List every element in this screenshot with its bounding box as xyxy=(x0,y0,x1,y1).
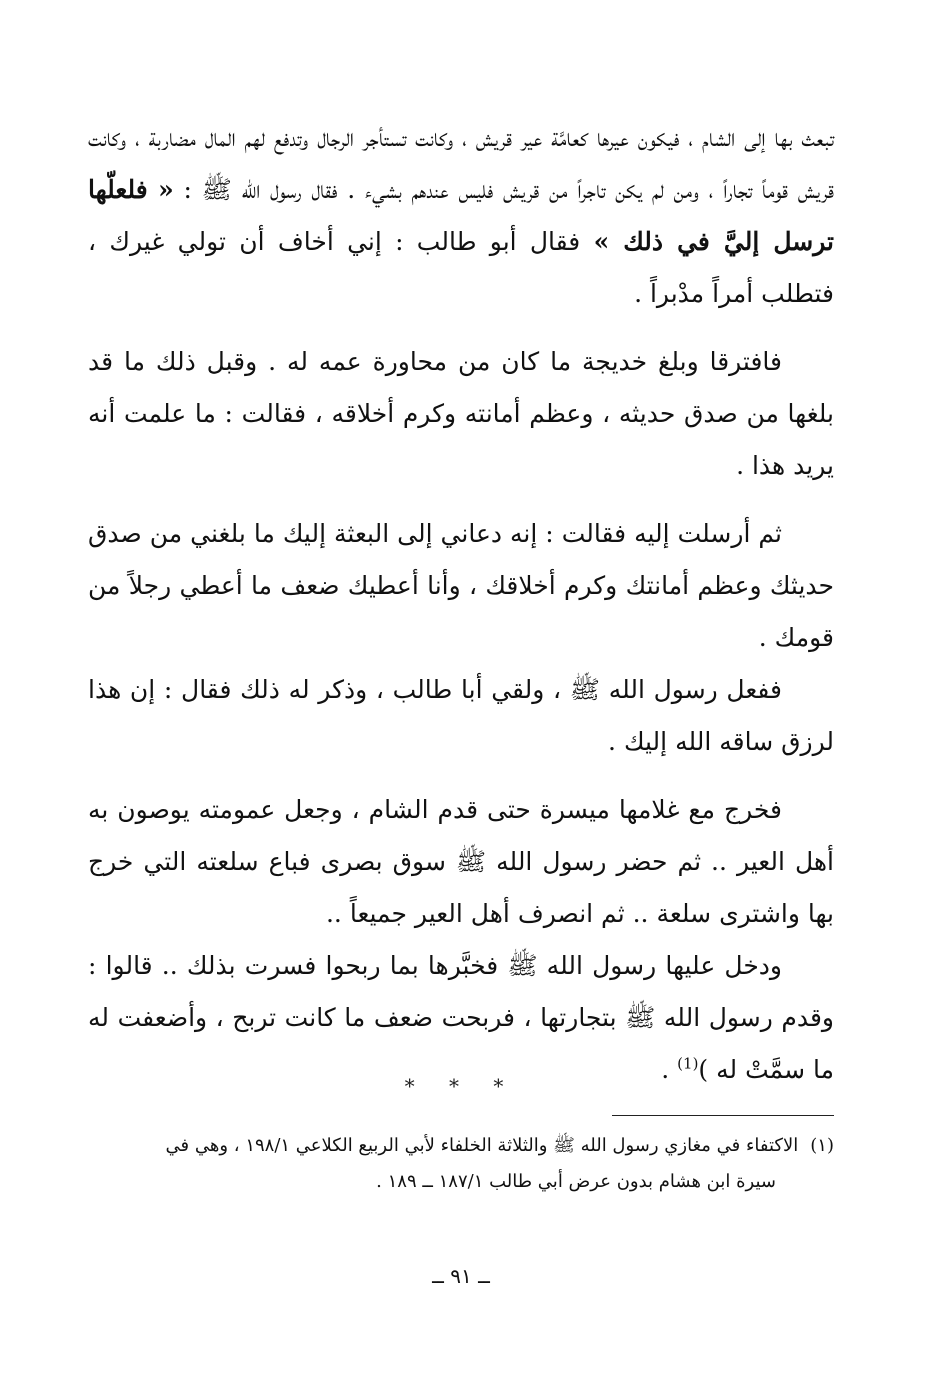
footnote-text-1: الاكتفاء في مغازي رسول الله ﷺ والثلاثة الخلفاء لأبي الربيع الكلاعي ١٩٨/١ ، وهي في xyxy=(165,1135,799,1156)
paragraph-6-tail: . xyxy=(661,1055,678,1084)
footnote-rule xyxy=(612,1115,834,1116)
paragraph-3: ثم أرسلت إليه فقالت : إنه دعاني إلى البعثة إليك ما بلغني من صدق حديثك وعظم أمانتك وكرم أخلاقك ، وأنا أعطيك ضعف ما أعطي رجلاً من قومك . xyxy=(88,519,834,652)
footnote-reference: (1) xyxy=(677,1054,699,1073)
paragraph-1-line-1: تبعث بها إلى الشام ، فيكون عيرها كعامَّة عير قريش ، وكانت تستأجر الرجال xyxy=(317,123,835,152)
quoted-speech: « فلعلّها ترسل إليَّ في ذلك » xyxy=(88,175,834,256)
paragraph-5: فخرج مع غلامها ميسرة حتى قدم الشام ، وجعل عمومته يوصون به أهل العير .. ثم حضر رسول الله ﷺ سوق بصرى فباع سلعته التي خرج بها واشترى سلعة .. ثم انصرف أهل العير جميعاً .. xyxy=(88,795,834,928)
page-number: ــ ٩١ ــ xyxy=(432,1264,490,1288)
paragraph-6-text: ودخل عليها رسول الله ﷺ فخبَّرها بما ربحوا فسرت بذلك .. قالوا : وقدم رسول الله ﷺ بتجارتها ، فربحت ضعف ما كانت تربح ، وأضعفت له ما سمَّتْ له ) xyxy=(88,951,834,1084)
book-page xyxy=(88,112,834,1342)
section-separator: * * * xyxy=(404,1074,518,1098)
paragraph-6 xyxy=(88,940,834,1096)
footnote-number: (١) xyxy=(810,1135,834,1156)
footnote-line-1 xyxy=(88,1128,834,1164)
footnote xyxy=(88,1128,834,1200)
paragraph-1-line-4: فقال أبو طالب : إني أخاف أن تولي غيرك ، فتطلب أمراً مدْبراً . xyxy=(88,227,834,308)
paragraph-2: فافترقا وبلغ خديجة ما كان من محاورة عمه له . وقبل ذلك ما قد بلغها من صدق حديثه ، وعظم أمانته وكرم أخلاقه ، فقالت : ما علمت أنه يريد هذا . xyxy=(88,347,834,480)
paragraph-1-line-3-text: فليس عندهم بشيء . فقال رسول الله ﷺ : xyxy=(173,175,494,204)
paragraph-1 xyxy=(88,112,834,320)
paragraph-4: ففعل رسول الله ﷺ ، ولقي أبا طالب ، وذكر له ذلك فقال : إن هذا لرزق ساقه الله إليك . xyxy=(88,675,834,756)
footnote-line-2: سيرة ابن هشام بدون عرض أبي طالب ١٨٧/١ ــ ١٨٩ . xyxy=(376,1171,776,1192)
paragraph-1-line-2: وتدفع لهم المال مضاربة ، وكانت قريش قوماً تجاراً ، ومن لم يكن تاجراً من قريش xyxy=(88,123,834,204)
